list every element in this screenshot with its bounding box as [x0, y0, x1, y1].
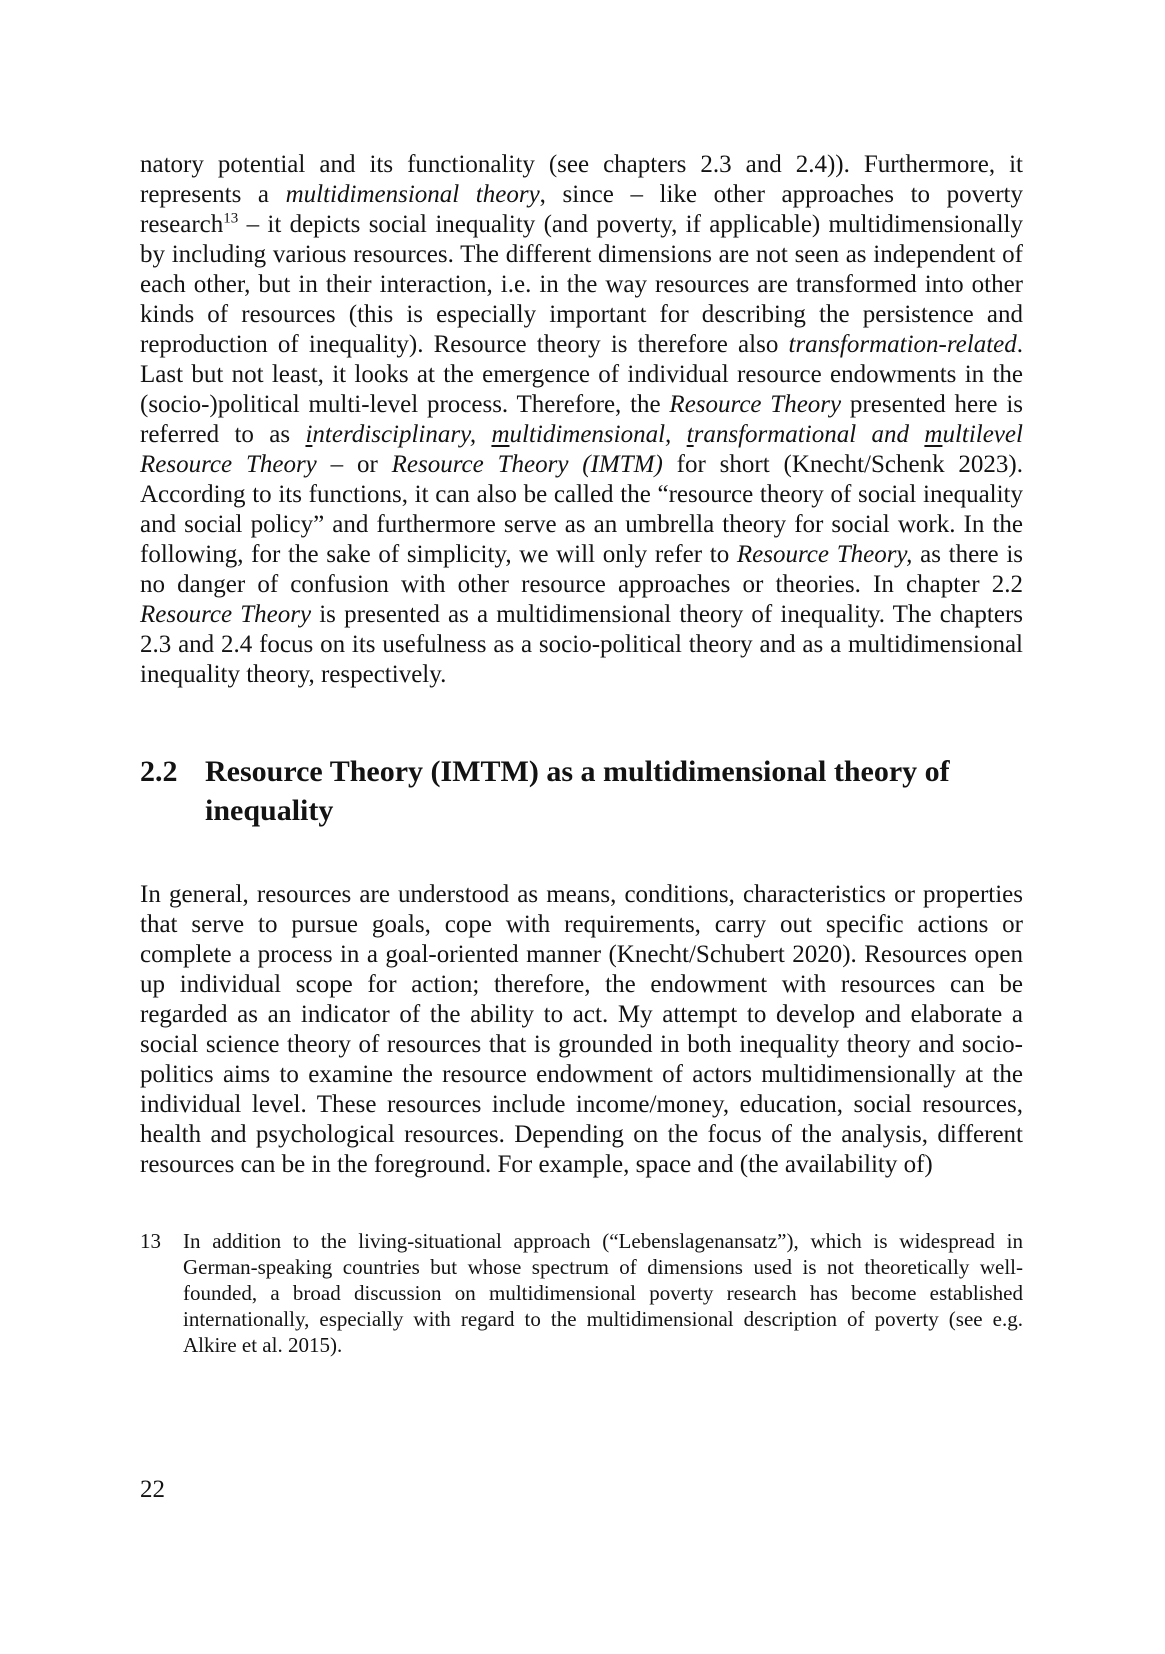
footnote-text: In addition to the living-situational approach (“Lebenslagenansatz”), which is widespread in German-speaking countries but whose spectrum of dimensions used is not theoretically well-founded, a broad discussion on multidimensional poverty research has become established internationally, especially with regard to the multidimensional description of poverty (see e.g. Alkire et al. 2015). [183, 1229, 1023, 1357]
main-paragraph-continuation: natory potential and its functionality (see chapters 2.3 and 2.4)). Furthermore, it represents a multidimensional theory, since – like other approaches to poverty research$^{13}$ – it depicts social inequality (and poverty, if applicable) multidimensionally by including various resources. The different dimensions are not seen as independent of each other, but in their interaction, i.e. in the way resources are transformed into other kinds of resources (this is especially important for describing the persistence and reproduction of inequality). Resource theory is therefore also transformation-related. Last but not least, it looks at the emergence of individual resource endowments in the (socio-)political multi-level process. Therefore, the Resource Theory presented here is referred to as interdisciplinary, multidimensional, transformational and multilevel Resource Theory – or Resource Theory (IMTM) for short (Knecht/Schenk 2023). According to its functions, it can also be called the “resource theory of social inequality and social policy” and furthermore serve as an umbrella theory for social work. In the following, for the sake of simplicity, we will only refer to Resource Theory, as there is no danger of confusion with other resource approaches or theories. In chapter 2.2 Resource Theory is presented as a multidimensional theory of inequality. The chapters 2.3 and 2.4 focus on its usefulness as a socio-political theory and as a multidimensional inequality theory, respectively. [140, 151, 1023, 688]
section-number: 2.2 [140, 755, 178, 788]
footnote [140, 1228, 1023, 1358]
footnote-number: 13 [140, 1229, 161, 1253]
page-number: 22 [140, 1476, 165, 1503]
section-intro-paragraph: In general, resources are understood as means, conditions, characteristics or properties that serve to pursue goals, cope with requirements, carry out specific actions or complete a process in a goal-oriented manner (Knecht/Schubert 2020). Resources open up individual scope for action; therefore, the endowment with resources can be regarded as an indicator of the ability to act. My attempt to develop and elaborate a social science theory of resources that is grounded in both inequality theory and socio-politics aims to examine the resource endowment of actors multidimensionally at the individual level. These resources include income/money, education, social resources, health and psychological resources. Depending on the focus of the analysis, different resources can be in the foreground. For example, space and (the availability of) [140, 881, 1023, 1178]
section-heading [140, 752, 1023, 830]
section-title: Resource Theory (IMTM) as a multidimensional theory of inequality [205, 755, 950, 827]
